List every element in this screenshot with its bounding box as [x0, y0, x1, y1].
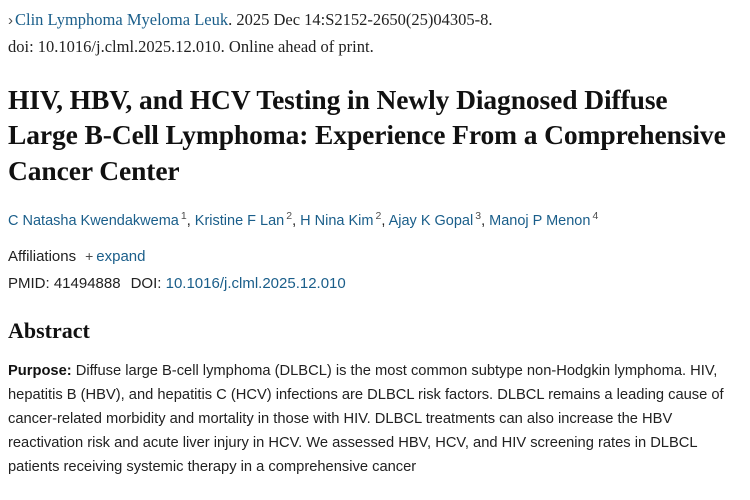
- doi-value-link[interactable]: 10.1016/j.clml.2025.12.010: [165, 275, 346, 293]
- author-link-2[interactable]: Kristine F Lan: [194, 212, 285, 229]
- author-affiliation-ref-3[interactable]: 2: [375, 209, 382, 222]
- abstract-purpose-label: Purpose:: [8, 363, 72, 380]
- article-title: HIV, HBV, and HCV Testing in Newly Diagnosed Diffuse Large B-Cell Lymphoma: Experience From a Comprehensive Cancer Center: [8, 83, 726, 186]
- author-affiliation-ref-4[interactable]: 3: [475, 209, 482, 222]
- author-affiliation-ref-2[interactable]: 2: [286, 209, 293, 222]
- expand-label: expand: [96, 248, 146, 266]
- author-link-1[interactable]: C Natasha Kwendakwema: [8, 212, 179, 229]
- affiliations-row: [8, 248, 732, 265]
- plus-icon: +: [85, 248, 94, 265]
- author-affiliation-ref-1[interactable]: 1: [180, 209, 187, 222]
- citation-doi-line: doi: 10.1016/j.clml.2025.12.010. Online ahead of print.: [8, 36, 374, 56]
- author-link-4[interactable]: Ajay K Gopal: [388, 212, 474, 229]
- expand-affiliations-button[interactable]: [85, 248, 145, 265]
- doi-label: DOI:: [130, 275, 162, 293]
- citation-details: . 2025 Dec 14:S2152-2650(25)04305-8.: [228, 10, 493, 29]
- citation-line: [8, 8, 732, 33]
- journal-name-link[interactable]: Clin Lymphoma Myeloma Leuk: [15, 10, 229, 29]
- author-link-3[interactable]: H Nina Kim: [300, 212, 374, 229]
- abstract-heading: Abstract: [8, 318, 90, 344]
- identifier-row: [8, 275, 732, 292]
- author-affiliation-ref-5[interactable]: 4: [592, 209, 599, 222]
- pmid-label: PMID:: [8, 275, 50, 293]
- abstract-paragraph: [8, 360, 732, 479]
- author-list: C Natasha Kwendakwema $^1$, Kristine F Lan $^2$, H Nina Kim $^2$, Ajay K Gopal $^3$, Manoj P Menon $^4$: [8, 209, 599, 229]
- pmid-value: 41494888: [53, 275, 121, 293]
- author-link-5[interactable]: Manoj P Menon: [489, 212, 591, 229]
- affiliations-label: Affiliations: [8, 248, 77, 266]
- chevron-right-icon[interactable]: ›: [8, 12, 13, 29]
- abstract-purpose-text: Diffuse large B-cell lymphoma (DLBCL) is the most common subtype non-Hodgkin lymphoma. HIV, hepatitis B (HBV), and hepatitis C (HCV) infections are DLBCL risk factors. DLBCL remains a leading cause of cancer-related morbidity and mortality in those with HIV. DLBCL treatments can also increase the HBV reactivation risk and acute liver injury in HCV. We assessed HBV, HCV, and HIV screening rates in DLBCL patients receiving systemic therapy in a comprehensive cancer: [8, 363, 724, 475]
